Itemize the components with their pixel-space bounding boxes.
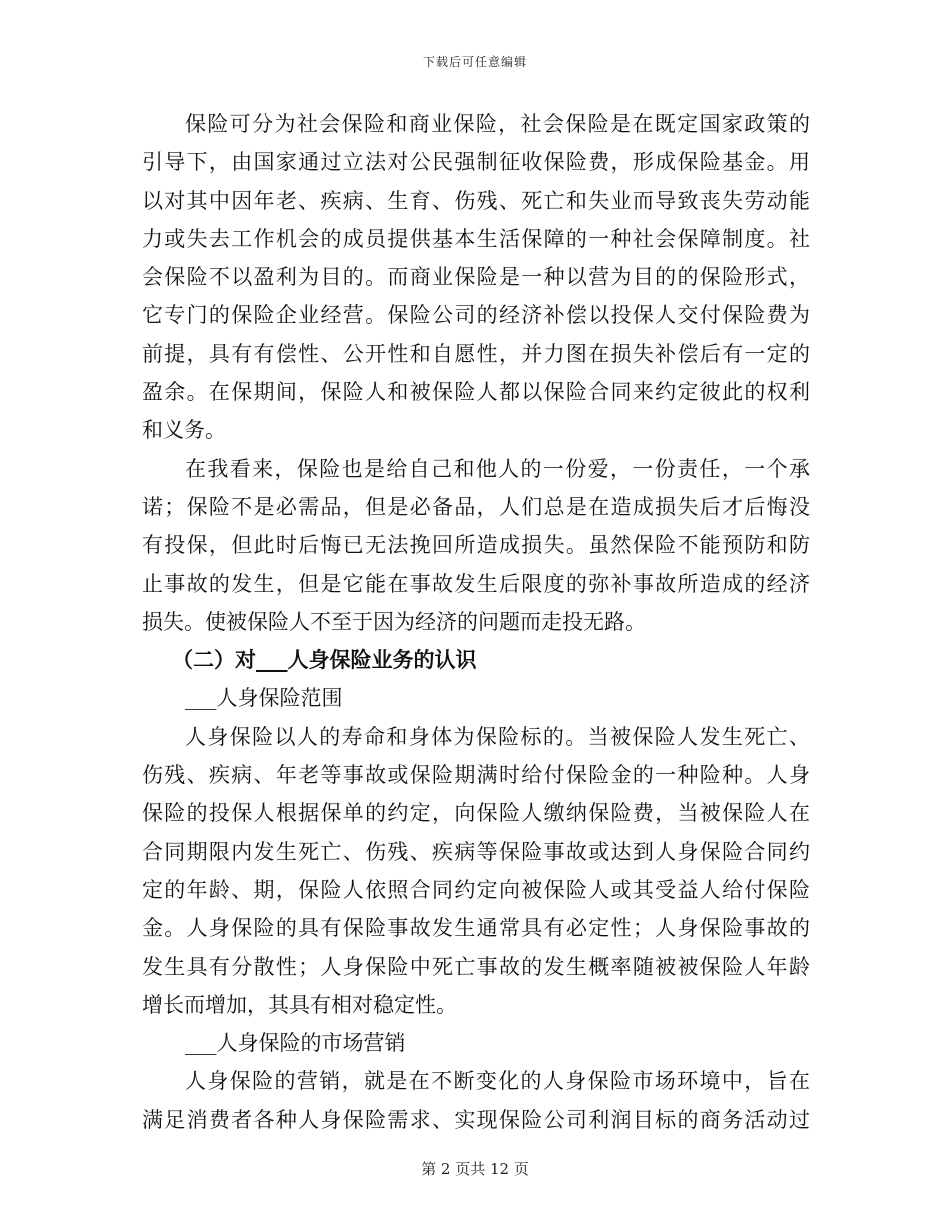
paragraph-line: 有投保，但此时后悔已无法挽回所造成损失。虽然保险不能预防和防 [142,533,810,558]
subsection-heading: ___人身保险的市场营销 [185,1031,406,1056]
paragraph-line: 合同期限内发生死亡、伤残、疾病等保险事故或达到人身保险合同约 [142,839,810,864]
paragraph-line: 发生具有分散性；人身保险中死亡事故的发生概率随被被保险人年龄 [142,954,810,979]
paragraph-line: 保险可分为社会保险和商业保险，社会保险是在既定国家政策的 [185,112,810,136]
paragraph-line: 止事故的发生，但是它能在事故发生后限度的弥补事故所造成的经济 [142,571,810,596]
paragraph-line: 金。人身保险的具有保险事故发生通常具有必定性；人身保险事故的 [142,916,810,941]
page-footer: 第 2 页共 12 页 [421,1160,529,1178]
paragraph-line: 力或失去工作机会的成员提供基本生活保障的一种社会保障制度。社 [142,226,810,251]
paragraph-line: 伤残、疾病、年老等事故或保险期满时给付保险金的一种险种。人身 [142,763,810,788]
paragraph-line: 前提，具有有偿性、公开性和自愿性，并力图在损失补偿后有一定的 [142,341,810,366]
paragraph-line: 诺；保险不是必需品，但是必备品，人们总是在造成损失后才后悔没 [142,494,810,519]
document-body [142,105,810,1139]
paragraph-line: 定的年龄、期，保险人依照合同约定向被保险人或其受益人给付保险 [142,877,810,902]
paragraph-line: 在我看来，保险也是给自己和他人的一份爱，一份责任，一个承 [185,456,810,481]
paragraph-line: 损失。使被保险人不至于因为经济的问题而走投无路。 [142,609,646,634]
paragraph-line: 和义务。 [142,418,226,443]
page-header: 下载后可任意编辑 [422,55,527,69]
paragraph-line: 它专门的保险企业经营。保险公司的经济补偿以投保人交付保险费为 [142,303,810,328]
paragraph-line: 人身保险以人的寿命和身体为保险标的。当被保险人发生死亡、 [185,724,810,749]
section-heading: （二）对___人身保险业务的认识 [172,647,477,673]
paragraph-line: 增长而增加，其具有相对稳定性。 [142,992,457,1017]
paragraph-line: 以对其中因年老、疾病、生育、伤残、死亡和失业而导致丧失劳动能 [142,188,810,213]
paragraph-line: 盈余。在保期间，保险人和被保险人都以保险合同来约定彼此的权利 [142,380,810,405]
subsection-heading: ___人身保险范围 [185,686,343,711]
paragraph-line: 保险的投保人根据保单的约定，向保险人缴纳保险费，当被保险人在 [142,801,810,826]
paragraph-line: 引导下，由国家通过立法对公民强制征收保险费，形成保险基金。用 [142,150,810,175]
paragraph-line: 满足消费者各种人身保险需求、实现保险公司利润目标的商务活动过 [142,1107,810,1132]
paragraph-line: 会保险不以盈利为目的。而商业保险是一种以营为目的的保险形式， [142,265,810,290]
paragraph-line: 人身保险的营销，就是在不断变化的人身保险市场环境中，旨在 [185,1069,810,1094]
